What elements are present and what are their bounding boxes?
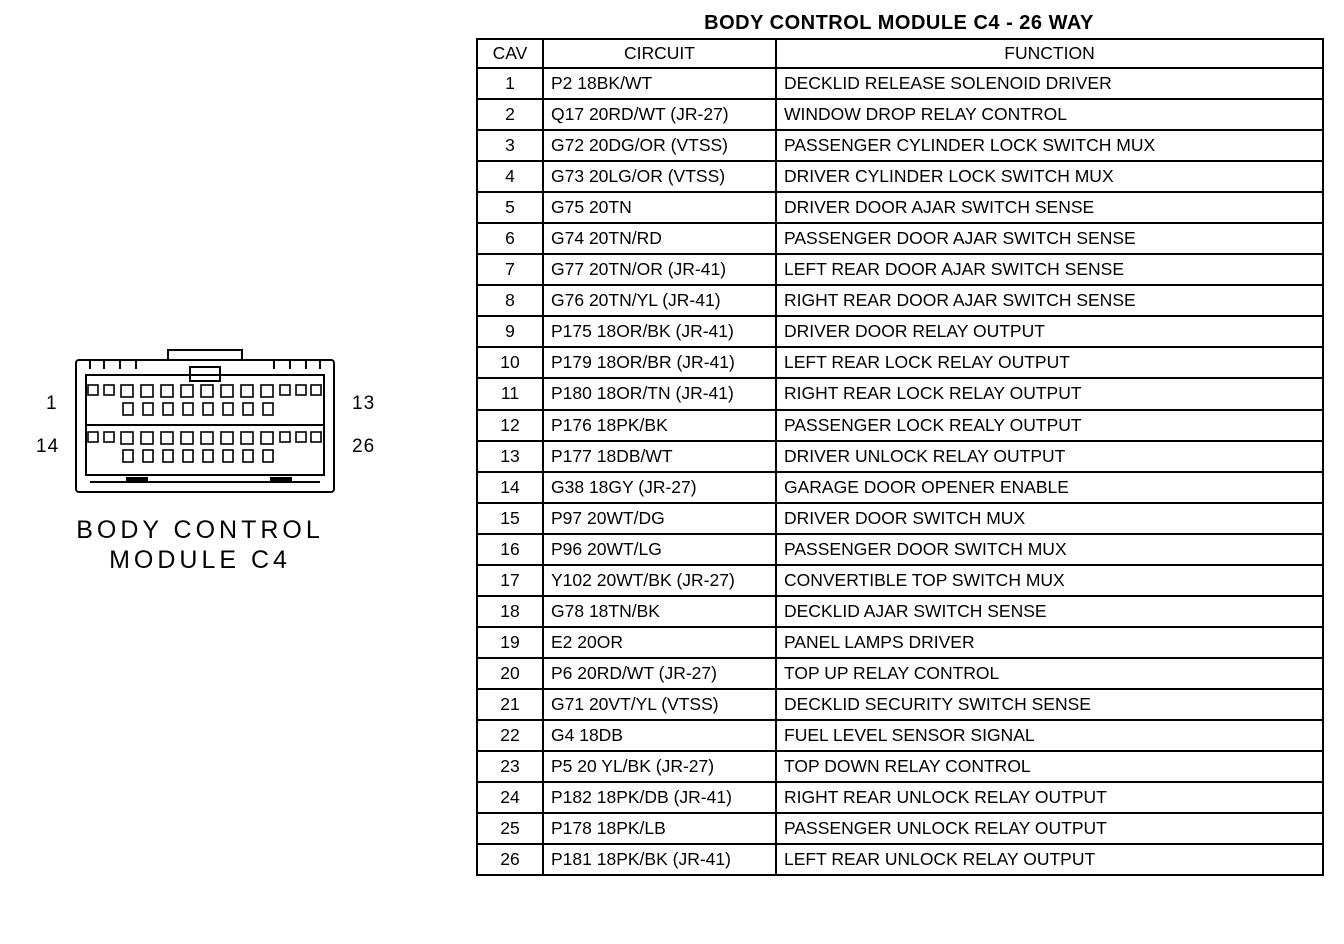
cell-circuit: G38 18GY (JR-27) (543, 472, 776, 503)
table-row (477, 130, 1323, 161)
cell-function: DRIVER DOOR AJAR SWITCH SENSE (776, 192, 1323, 223)
cell-function: RIGHT REAR LOCK RELAY OUTPUT (776, 378, 1323, 409)
cell-circuit: E2 20OR (543, 627, 776, 658)
table-row (477, 254, 1323, 285)
header-circuit: CIRCUIT (543, 39, 776, 68)
cell-cav: 12 (477, 410, 543, 441)
cell-circuit: G76 20TN/YL (JR-41) (543, 285, 776, 316)
table-header-row (477, 39, 1323, 68)
cell-function: DRIVER UNLOCK RELAY OUTPUT (776, 441, 1323, 472)
cell-circuit: P96 20WT/LG (543, 534, 776, 565)
table-row (477, 285, 1323, 316)
cell-function: LEFT REAR LOCK RELAY OUTPUT (776, 347, 1323, 378)
pin-label-26: 26 (352, 436, 376, 457)
cell-function: DECKLID AJAR SWITCH SENSE (776, 596, 1323, 627)
cell-cav: 1 (477, 68, 543, 99)
cell-function: DRIVER CYLINDER LOCK SWITCH MUX (776, 161, 1323, 192)
cell-function: PASSENGER DOOR SWITCH MUX (776, 534, 1323, 565)
cell-circuit: P179 18OR/BR (JR-41) (543, 347, 776, 378)
cell-cav: 2 (477, 99, 543, 130)
cell-cav: 26 (477, 844, 543, 875)
cell-circuit: G77 20TN/OR (JR-41) (543, 254, 776, 285)
cell-cav: 17 (477, 565, 543, 596)
table-row (477, 627, 1323, 658)
table-row (477, 316, 1323, 347)
cell-circuit: P2 18BK/WT (543, 68, 776, 99)
cell-cav: 7 (477, 254, 543, 285)
cell-function: PASSENGER UNLOCK RELAY OUTPUT (776, 813, 1323, 844)
cell-function: DRIVER DOOR SWITCH MUX (776, 503, 1323, 534)
cell-circuit: G73 20LG/OR (VTSS) (543, 161, 776, 192)
table-row (477, 658, 1323, 689)
cell-cav: 25 (477, 813, 543, 844)
table-row (477, 347, 1323, 378)
table-row (477, 565, 1323, 596)
table-row (477, 689, 1323, 720)
cell-cav: 6 (477, 223, 543, 254)
cell-cav: 24 (477, 782, 543, 813)
cell-cav: 14 (477, 472, 543, 503)
cell-circuit: P5 20 YL/BK (JR-27) (543, 751, 776, 782)
header-cav: CAV (477, 39, 543, 68)
cell-function: DRIVER DOOR RELAY OUTPUT (776, 316, 1323, 347)
cell-function: PASSENGER DOOR AJAR SWITCH SENSE (776, 223, 1323, 254)
cell-circuit: Q17 20RD/WT (JR-27) (543, 99, 776, 130)
pin-label-1: 1 (46, 393, 58, 414)
table-row (477, 534, 1323, 565)
cell-cav: 9 (477, 316, 543, 347)
cell-cav: 21 (477, 689, 543, 720)
table-title: BODY CONTROL MODULE C4 - 26 WAY (704, 12, 1094, 34)
cell-circuit: P6 20RD/WT (JR-27) (543, 658, 776, 689)
cell-circuit: P182 18PK/DB (JR-41) (543, 782, 776, 813)
cell-cav: 19 (477, 627, 543, 658)
cell-circuit: G75 20TN (543, 192, 776, 223)
table-row (477, 378, 1323, 409)
cell-circuit: P97 20WT/DG (543, 503, 776, 534)
cell-cav: 10 (477, 347, 543, 378)
cell-function: LEFT REAR UNLOCK RELAY OUTPUT (776, 844, 1323, 875)
cell-function: PASSENGER LOCK REALY OUTPUT (776, 410, 1323, 441)
table-row (477, 410, 1323, 441)
cell-cav: 15 (477, 503, 543, 534)
cell-function: LEFT REAR DOOR AJAR SWITCH SENSE (776, 254, 1323, 285)
cell-cav: 4 (477, 161, 543, 192)
cell-cav: 8 (477, 285, 543, 316)
cell-circuit: G72 20DG/OR (VTSS) (543, 130, 776, 161)
header-function: FUNCTION (776, 39, 1323, 68)
table-row (477, 441, 1323, 472)
table-row (477, 844, 1323, 875)
cell-function: WINDOW DROP RELAY CONTROL (776, 99, 1323, 130)
table-row (477, 720, 1323, 751)
pin-label-14: 14 (36, 436, 60, 457)
cell-function: CONVERTIBLE TOP SWITCH MUX (776, 565, 1323, 596)
pin-label-13: 13 (352, 393, 376, 414)
cell-function: GARAGE DOOR OPENER ENABLE (776, 472, 1323, 503)
cell-circuit: G4 18DB (543, 720, 776, 751)
diagram-caption-line1: BODY CONTROL (76, 516, 324, 544)
cell-cav: 3 (477, 130, 543, 161)
table-row (477, 751, 1323, 782)
cell-function: TOP UP RELAY CONTROL (776, 658, 1323, 689)
cell-circuit: G78 18TN/BK (543, 596, 776, 627)
cell-circuit: P178 18PK/LB (543, 813, 776, 844)
table-row (477, 99, 1323, 130)
cell-cav: 5 (477, 192, 543, 223)
cell-circuit: P175 18OR/BK (JR-41) (543, 316, 776, 347)
cell-cav: 16 (477, 534, 543, 565)
cell-circuit: P181 18PK/BK (JR-41) (543, 844, 776, 875)
cell-cav: 20 (477, 658, 543, 689)
diagram-caption-line2: MODULE C4 (109, 546, 291, 574)
table-row (477, 782, 1323, 813)
table-row (477, 472, 1323, 503)
cell-function: RIGHT REAR DOOR AJAR SWITCH SENSE (776, 285, 1323, 316)
table-row (477, 68, 1323, 99)
table-row (477, 813, 1323, 844)
diagram-caption (30, 515, 370, 575)
cell-function: DECKLID SECURITY SWITCH SENSE (776, 689, 1323, 720)
cell-circuit: G71 20VT/YL (VTSS) (543, 689, 776, 720)
cell-function: RIGHT REAR UNLOCK RELAY OUTPUT (776, 782, 1323, 813)
cell-circuit: P176 18PK/BK (543, 410, 776, 441)
cell-circuit: P177 18DB/WT (543, 441, 776, 472)
cell-function: PANEL LAMPS DRIVER (776, 627, 1323, 658)
cell-function: FUEL LEVEL SENSOR SIGNAL (776, 720, 1323, 751)
cell-function: PASSENGER CYLINDER LOCK SWITCH MUX (776, 130, 1323, 161)
table-row (477, 596, 1323, 627)
cell-cav: 13 (477, 441, 543, 472)
cell-function: TOP DOWN RELAY CONTROL (776, 751, 1323, 782)
connector-drawing (70, 345, 340, 495)
cell-circuit: P180 18OR/TN (JR-41) (543, 378, 776, 409)
table-row (477, 223, 1323, 254)
table-row (477, 161, 1323, 192)
cell-cav: 11 (477, 378, 543, 409)
table-row (477, 192, 1323, 223)
cell-cav: 23 (477, 751, 543, 782)
cell-circuit: G74 20TN/RD (543, 223, 776, 254)
cell-cav: 22 (477, 720, 543, 751)
pinout-table (476, 38, 1324, 876)
cell-circuit: Y102 20WT/BK (JR-27) (543, 565, 776, 596)
table-row (477, 503, 1323, 534)
cell-cav: 18 (477, 596, 543, 627)
cell-function: DECKLID RELEASE SOLENOID DRIVER (776, 68, 1323, 99)
